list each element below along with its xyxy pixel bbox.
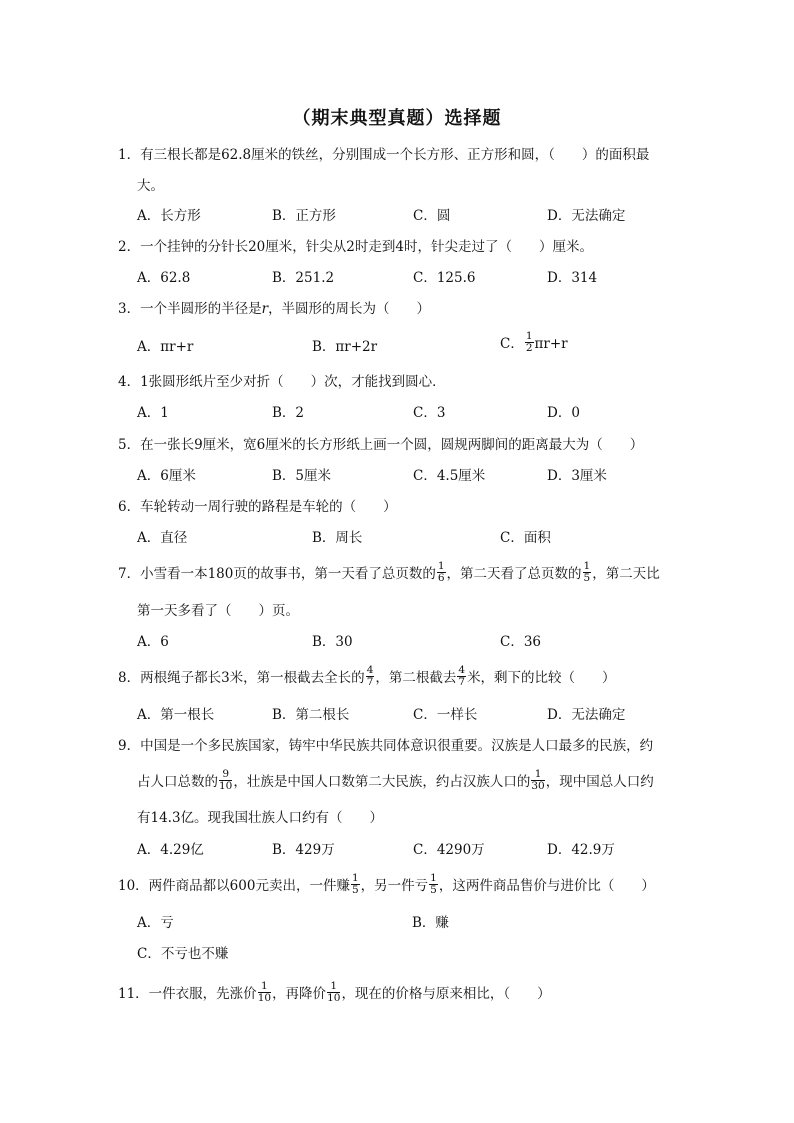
question-9-text: 9．中国是一个多民族国家，铸牢中华民族共同体意识很重要。汉族是人口最多的民族，约 bbox=[118, 738, 654, 754]
fraction: $\frac{1}{2}$ bbox=[525, 330, 533, 354]
q7-option-c: C．36 bbox=[500, 634, 542, 650]
q1-option-d: D．无法确定 bbox=[547, 208, 626, 224]
q4-option-a: A．1 bbox=[137, 405, 169, 421]
q4-option-c: C．3 bbox=[413, 405, 446, 421]
q6-option-a: A．直径 bbox=[137, 530, 188, 546]
question-2-text: 2．一个挂钟的分针长20厘米，针尖从2时走到4时，针尖走过了（ ）厘米。 bbox=[118, 239, 593, 255]
fraction: $\frac{1}{5}$ bbox=[583, 560, 591, 584]
q2-option-a: A．62.8 bbox=[137, 270, 191, 286]
question-7-text: 7．小雪看一本180页的故事书，第一天看了总页数的 $\frac{1}{6}$ ，第二天看了总页数的 $\frac{1}{5}$ ，第二天比 bbox=[118, 560, 660, 584]
question-5-text: 5．在一张长9厘米，宽6厘米的长方形纸上画一个圆，圆规两脚间的距离最大为（ ） bbox=[118, 437, 644, 453]
q2-option-b: B．251.2 bbox=[272, 270, 335, 286]
fraction: $\frac{1}{5}$ bbox=[430, 872, 437, 896]
q10-option-a: A．亏 bbox=[137, 915, 174, 931]
q9-option-b: B．429万 bbox=[272, 842, 335, 858]
fraction: $\frac{1}{6}$ bbox=[437, 560, 445, 584]
q5-option-b: B．5厘米 bbox=[272, 468, 332, 484]
q8-option-b: B．第二根长 bbox=[272, 707, 350, 723]
fraction: $\frac{1}{10}$ bbox=[327, 980, 341, 1004]
fraction: $\frac{1}{5}$ bbox=[351, 872, 359, 896]
q6-option-b: B．周长 bbox=[312, 530, 363, 546]
q8-option-c: C．一样长 bbox=[413, 707, 478, 723]
q5-option-a: A．6厘米 bbox=[137, 468, 196, 484]
question-1-text-cont: 大。 bbox=[137, 178, 164, 194]
question-9-text-cont: 占人口总数的 $\frac{9}{10}$ ，壮族是中国人口数第二大民族，约占汉族人口的 $\frac{1}{30}$ ，现中国总人口约 bbox=[137, 768, 654, 792]
q1-option-c: C．圆 bbox=[413, 208, 451, 224]
question-10-text: 10．两件商品都以600元卖出，一件赚 $\frac{1}{5}$ ，另一件亏 $\frac{1}{5}$ ，这两件商品售价与进价比（ ） bbox=[118, 872, 655, 896]
fraction: $\frac{1}{30}$ bbox=[531, 768, 545, 792]
q1-option-a: A．长方形 bbox=[137, 208, 201, 224]
q8-option-d: D．无法确定 bbox=[547, 707, 626, 723]
q7-option-a: A．6 bbox=[137, 634, 169, 650]
fraction: $\frac{4}{7}$ bbox=[458, 664, 466, 688]
q4-option-d: D．0 bbox=[547, 405, 580, 421]
question-1-text: 1．有三根长都是62.8厘米的铁丝，分别围成一个长方形、正方形和圆，（ ）的面积最 bbox=[118, 147, 650, 163]
question-6-text: 6．车轮转动一周行驶的路程是车轮的（ ） bbox=[118, 499, 397, 515]
page-title: （期末典型真题）选择题 bbox=[292, 108, 502, 129]
question-3-text: 3．一个半圆形的半径是r，半圆形的周长为（ ） bbox=[118, 301, 431, 317]
q6-option-c: C．面积 bbox=[500, 530, 551, 546]
question-9-text-cont-2: 有14.3亿。现我国壮族人口约有（ ） bbox=[137, 810, 384, 826]
q3-option-c: C． $\frac{1}{2}$ πr+r bbox=[500, 330, 568, 354]
fraction: $\frac{4}{7}$ bbox=[366, 664, 374, 688]
fraction: $\frac{1}{10}$ bbox=[257, 980, 272, 1004]
q5-option-c: C．4.5厘米 bbox=[413, 468, 486, 484]
q3-option-a: A．πr+r bbox=[137, 339, 194, 355]
q7-option-b: B．30 bbox=[312, 634, 353, 650]
q10-option-b: B．赚 bbox=[412, 915, 449, 931]
q2-option-d: D．314 bbox=[547, 270, 598, 286]
q9-option-c: C．4290万 bbox=[413, 842, 485, 858]
q5-option-d: D．3厘米 bbox=[547, 468, 607, 484]
q4-option-b: B．2 bbox=[272, 405, 305, 421]
question-8-text: 8．两根绳子都长3米，第一根截去全长的 $\frac{4}{7}$ ，第二根截去 $\frac{4}{7}$ 米，剩下的比较（ ） bbox=[118, 664, 616, 688]
q2-option-c: C．125.6 bbox=[413, 270, 476, 286]
question-7-text-cont: 第一天多看了（ ）页。 bbox=[137, 603, 299, 619]
q9-option-a: A．4.29亿 bbox=[137, 842, 204, 858]
q8-option-a: A．第一根长 bbox=[137, 707, 215, 723]
q1-option-b: B．正方形 bbox=[272, 208, 336, 224]
fraction: $\frac{9}{10}$ bbox=[219, 768, 233, 792]
question-11-text: 11．一件衣服，先涨价 $\frac{1}{10}$ ，再降价 $\frac{1}{10}$ ，现在的价格与原来相比，（ ） bbox=[118, 980, 551, 1004]
q3-option-b: B．πr+2r bbox=[312, 339, 378, 355]
question-4-text: 4．1张圆形纸片至少对折（ ）次，才能找到圆心． bbox=[118, 374, 446, 390]
q9-option-d: D．42.9万 bbox=[547, 842, 615, 858]
q10-option-c: C．不亏也不赚 bbox=[137, 946, 229, 962]
